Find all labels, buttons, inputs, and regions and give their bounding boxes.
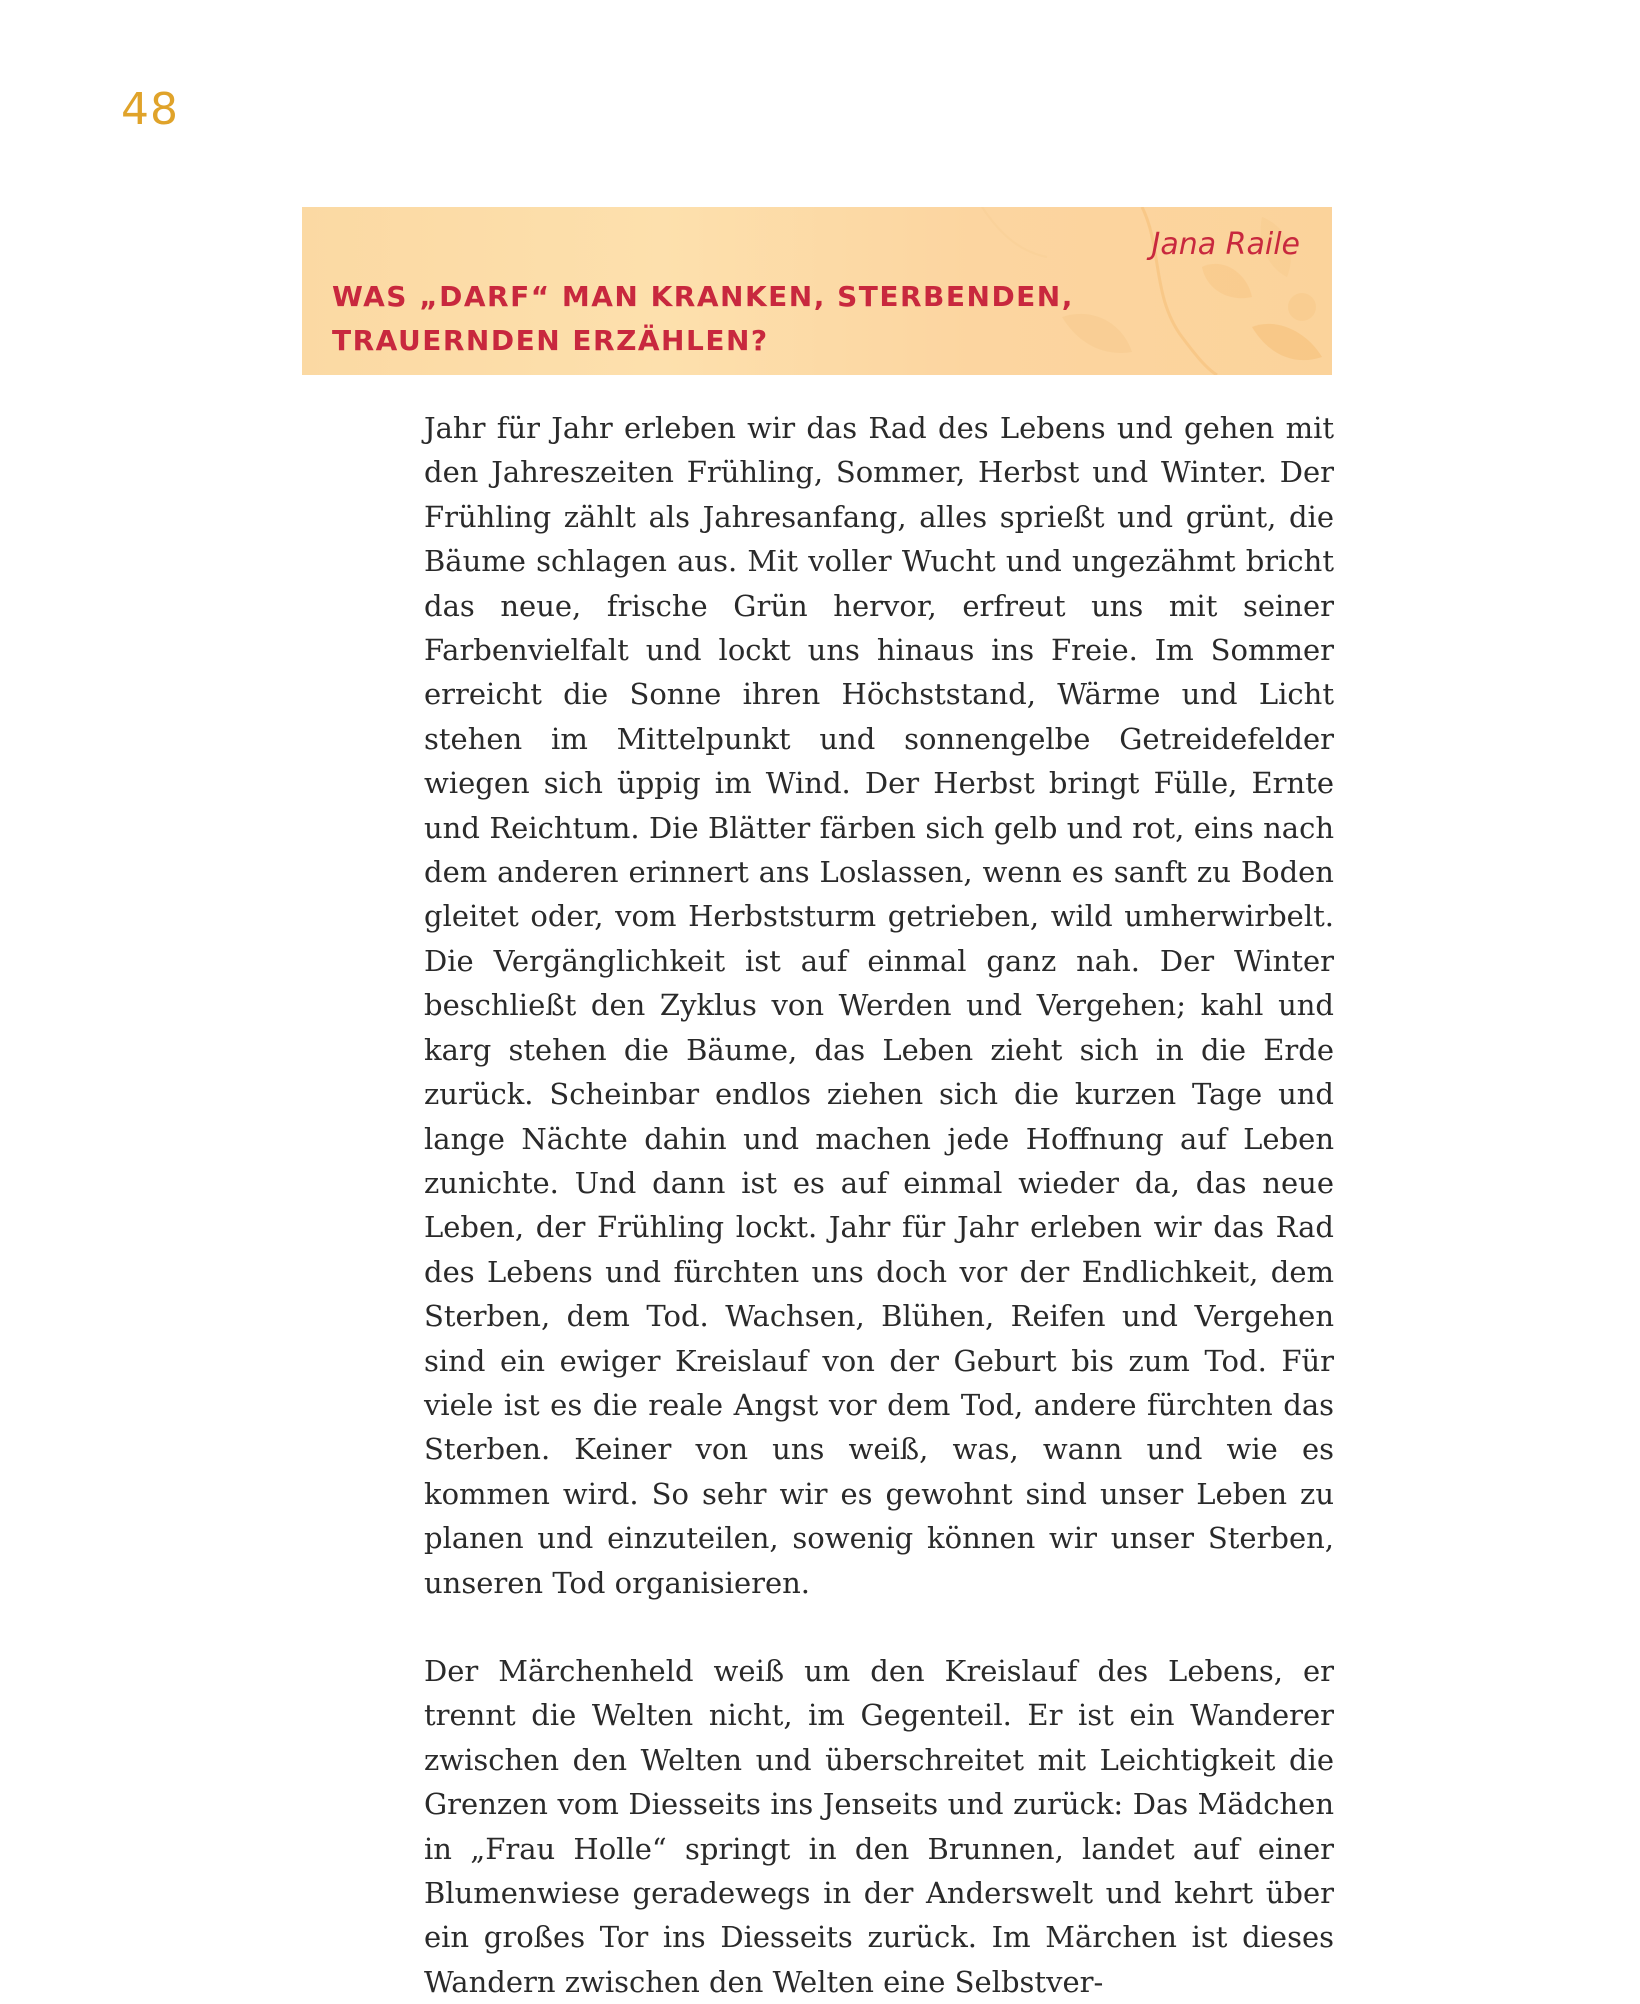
article-title bbox=[332, 275, 1074, 363]
body-paragraph: Der Märchenheld weiß um den Kreislauf des Lebens, er trennt die Welten nicht, im Gegenteil. Er ist ein Wanderer zwischen den Welten und überschreitet mit Leichtigkeit die Grenzen vom Diesseits ins Jenseits und zurück: Das Mädchen in „Frau Holle“ springt in den Brunnen, landet auf einer Blumenwiese geradewegs in der Anderswelt und kehrt über ein großes Tor ins Diesseits zurück. Im Märchen ist dieses Wandern zwischen den Welten eine Selbstver- bbox=[424, 1653, 1334, 1999]
page-number: 48 bbox=[121, 84, 179, 135]
article-header-banner bbox=[302, 207, 1332, 375]
article-body bbox=[424, 406, 1334, 2004]
article-title-line: TRAUERNDEN ERZÄHLEN? bbox=[332, 324, 769, 357]
article-title-line: WAS „DARF“ MAN KRANKEN, STERBENDEN, bbox=[332, 280, 1074, 313]
body-paragraph: Jahr für Jahr erleben wir das Rad des Lebens und gehen mit den Jahreszeiten Frühling, Sommer, Herbst und Winter. Der Frühling zählt als Jahresanfang, alles sprießt und grünt, die Bäume schlagen aus. Mit voller Wucht und ungezähmt bricht das neue, frische Grün hervor, erfreut uns mit seiner Farbenvielfalt und lockt uns hinaus ins Freie. Im Sommer erreicht die Sonne ihren Höchststand, Wärme und Licht stehen im Mittelpunkt und sonnengelbe Getreidefelder wiegen sich üppig im Wind. Der Herbst bringt Fülle, Ernte und Reichtum. Die Blätter färben sich gelb und rot, eins nach dem anderen erinnert ans Loslassen, wenn es sanft zu Boden gleitet oder, vom Herbststurm getrieben, wild umherwirbelt. Die Vergänglichkeit ist auf einmal ganz nah. Der Winter beschließt den Zyklus von Werden und Vergehen; kahl und karg stehen die Bäume, das Leben zieht sich in die Erde zurück. Scheinbar endlos ziehen sich die kurzen Tage und lange Nächte dahin und machen jede Hoffnung auf Leben zunichte. Und dann ist es auf einmal wieder da, das neue Leben, der Frühling lockt. Jahr für Jahr erleben wir das Rad des Lebens und fürchten uns doch vor der Endlichkeit, dem Sterben, dem Tod. Wachsen, Blühen, Reifen und Vergehen sind ein ewiger Kreislauf von der Geburt bis zum Tod. Für viele ist es die reale Angst vor dem Tod, andere fürchten das Sterben. Keiner von uns weiß, was, wann und wie es kommen wird. So sehr wir es gewohnt sind unser Leben zu planen und einzuteilen, sowenig können wir unser Sterben, unseren Tod organisieren. bbox=[424, 411, 1334, 1600]
author-name: Jana Raile bbox=[1151, 227, 1300, 262]
